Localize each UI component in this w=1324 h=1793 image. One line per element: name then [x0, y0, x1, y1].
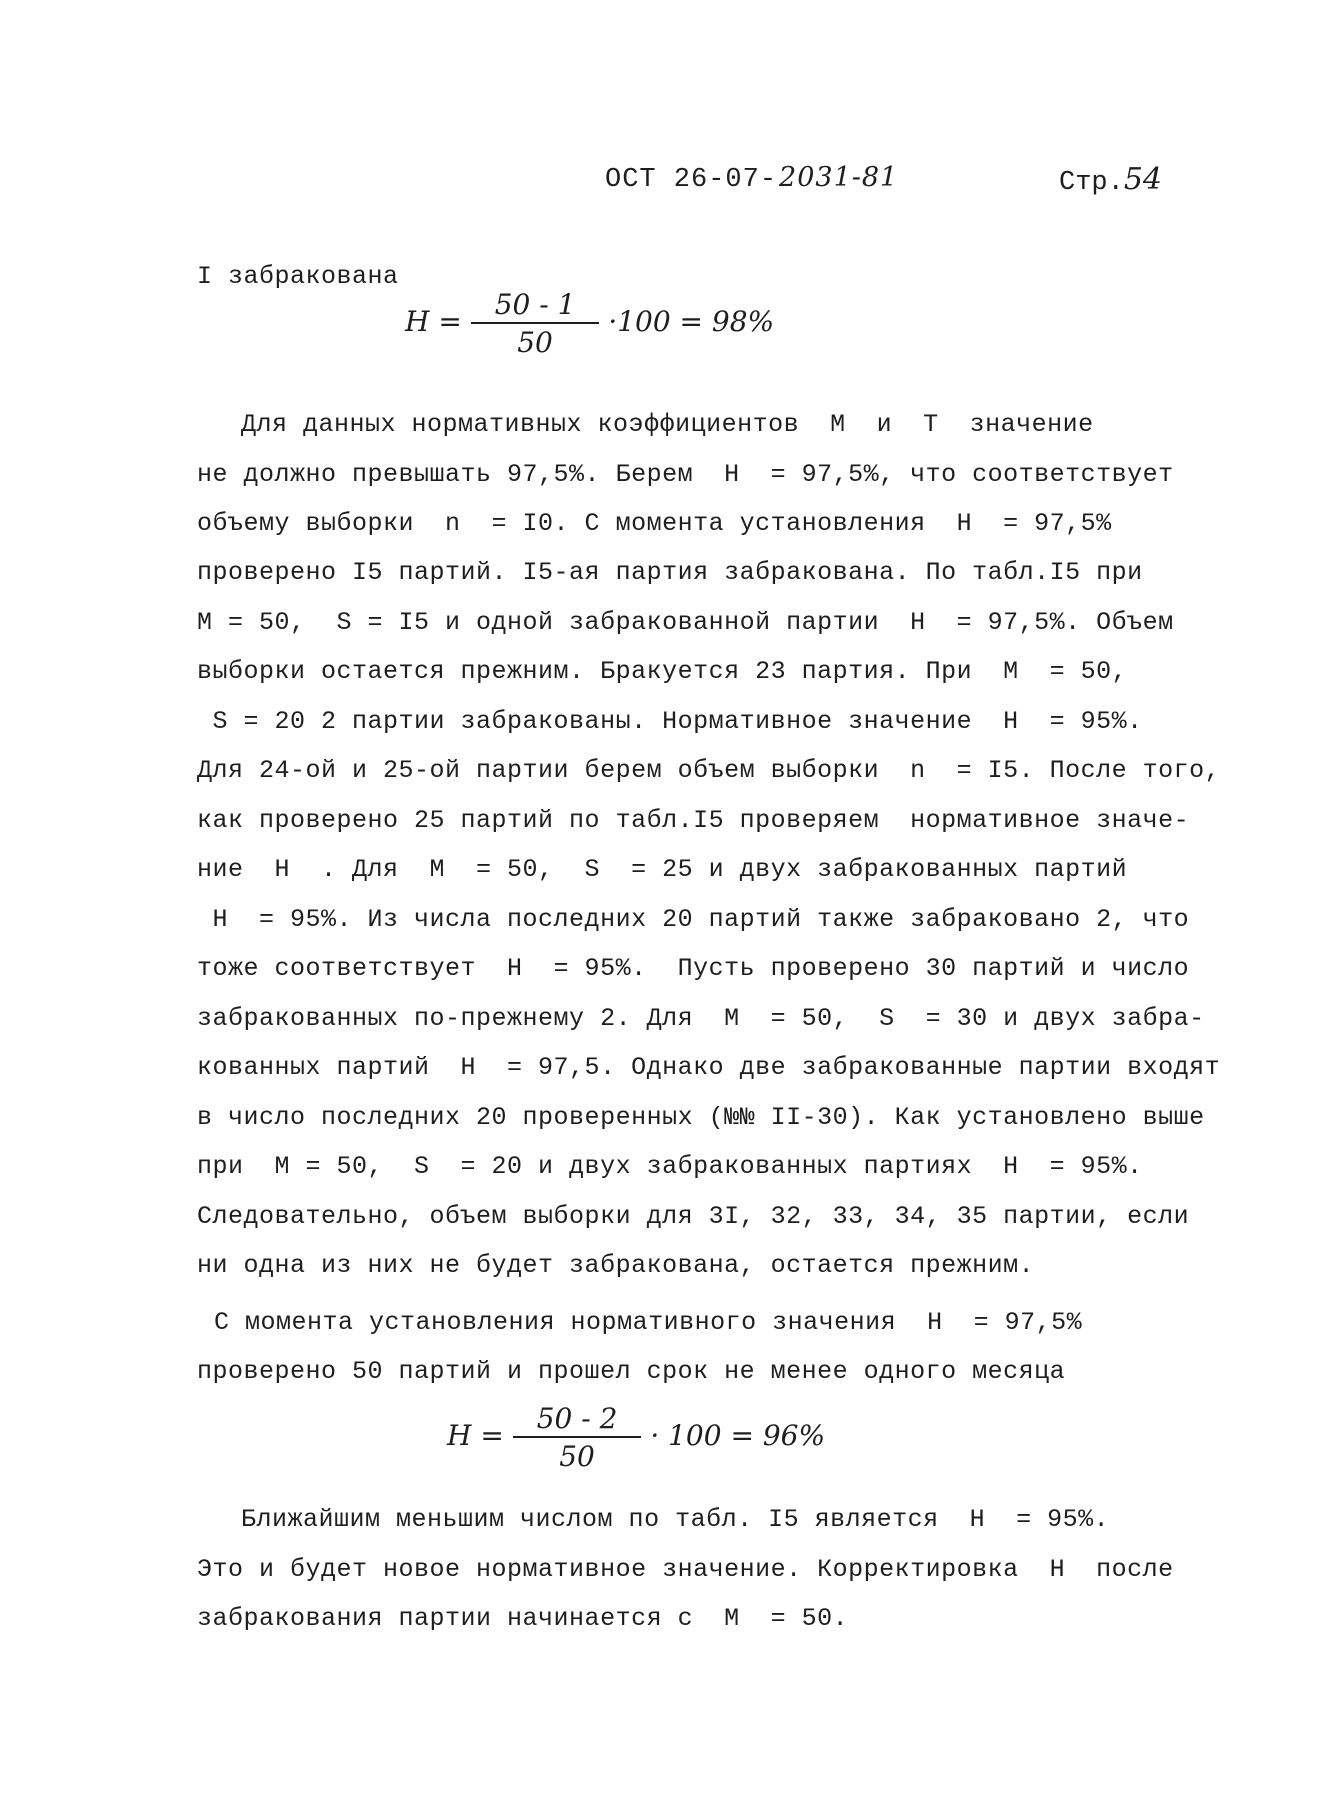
text-line: забракованных по-прежнему 2. Для M = 50, S = 30 и двух забра-	[197, 1004, 1205, 1033]
text-line: Для 24-ой и 25-ой партии берем объем выборки n = I5. После того,	[197, 756, 1221, 785]
text-line: Ближайшим меньшим числом по табл. I5 является H = 95%.	[241, 1505, 1110, 1534]
text-line: проверено 50 партий и прошел срок не менее одного месяца	[197, 1357, 1066, 1386]
formula-2	[447, 1402, 825, 1473]
formula-2-numerator: 50 - 2	[513, 1402, 642, 1438]
text-line: M = 50, S = I5 и одной забракованной партии H = 97,5%. Объем	[197, 608, 1174, 637]
text-line: не должно превышать 97,5%. Берем H = 97,5%, что соответствует	[197, 460, 1174, 489]
text-line: ни одна из них не будет забракована, остается прежним.	[197, 1251, 1035, 1280]
text-line: Это и будет новое нормативное значение. Корректировка H после	[197, 1555, 1174, 1584]
formula-1-rhs: ·100 = 98%	[608, 305, 775, 338]
document-code-handwritten: 2031-81	[779, 162, 899, 193]
text-line: Для данных нормативных коэффициентов M и T значение	[241, 410, 1094, 439]
text-line: кованных партий H = 97,5. Однако две забракованные партии входят	[197, 1053, 1221, 1082]
formula-2-denominator: 50	[559, 1440, 595, 1473]
formula-2-fraction	[513, 1402, 642, 1473]
text-line: выборки остается прежним. Бракуется 23 партия. При M = 50,	[197, 657, 1128, 686]
text-line: как проверено 25 партий по табл.I5 проверяем нормативное значе-	[197, 806, 1190, 835]
formula-1-lhs: H =	[405, 305, 462, 338]
text-line: Следовательно, объем выборки для 3I, 32, 33, 34, 35 партии, если	[197, 1202, 1190, 1231]
text-line: S = 20 2 партии забракованы. Нормативное значение H = 95%.	[197, 707, 1143, 736]
page-number	[1059, 162, 1162, 198]
page-label: Стр.	[1059, 168, 1124, 198]
page-number-handwritten: 54	[1123, 162, 1162, 197]
formula-2-lhs: H =	[447, 1419, 504, 1452]
document-code-printed: ОСТ 26-07-	[605, 165, 778, 195]
text-line: проверено I5 партий. I5-ая партия забракована. По табл.I5 при	[197, 558, 1143, 587]
formula-1-denominator: 50	[517, 326, 553, 359]
formula-1-numerator: 50 - 1	[471, 288, 600, 324]
formula-1-fraction	[471, 288, 600, 359]
formula-2-rhs: · 100 = 96%	[650, 1419, 826, 1452]
text-line: тоже соответствует H = 95%. Пусть проверено 30 партий и число	[197, 954, 1190, 983]
text-line: забракования партии начинается с M = 50.	[197, 1604, 849, 1633]
document-code	[605, 162, 898, 195]
text-line: в число последних 20 проверенных (№№ II-30). Как установлено выше	[197, 1103, 1205, 1132]
text-line: при M = 50, S = 20 и двух забракованных партиях H = 95%.	[197, 1152, 1143, 1181]
text-line: С момента установления нормативного значения H = 97,5%	[214, 1308, 1083, 1337]
top-line: I забракована	[197, 262, 399, 291]
formula-1	[405, 288, 774, 359]
text-line: ние H . Для M = 50, S = 25 и двух забракованных партий	[197, 855, 1128, 884]
text-line: объему выборки n = I0. С момента установления H = 97,5%	[197, 509, 1112, 538]
text-line: H = 95%. Из числа последних 20 партий также забраковано 2, что	[197, 905, 1190, 934]
